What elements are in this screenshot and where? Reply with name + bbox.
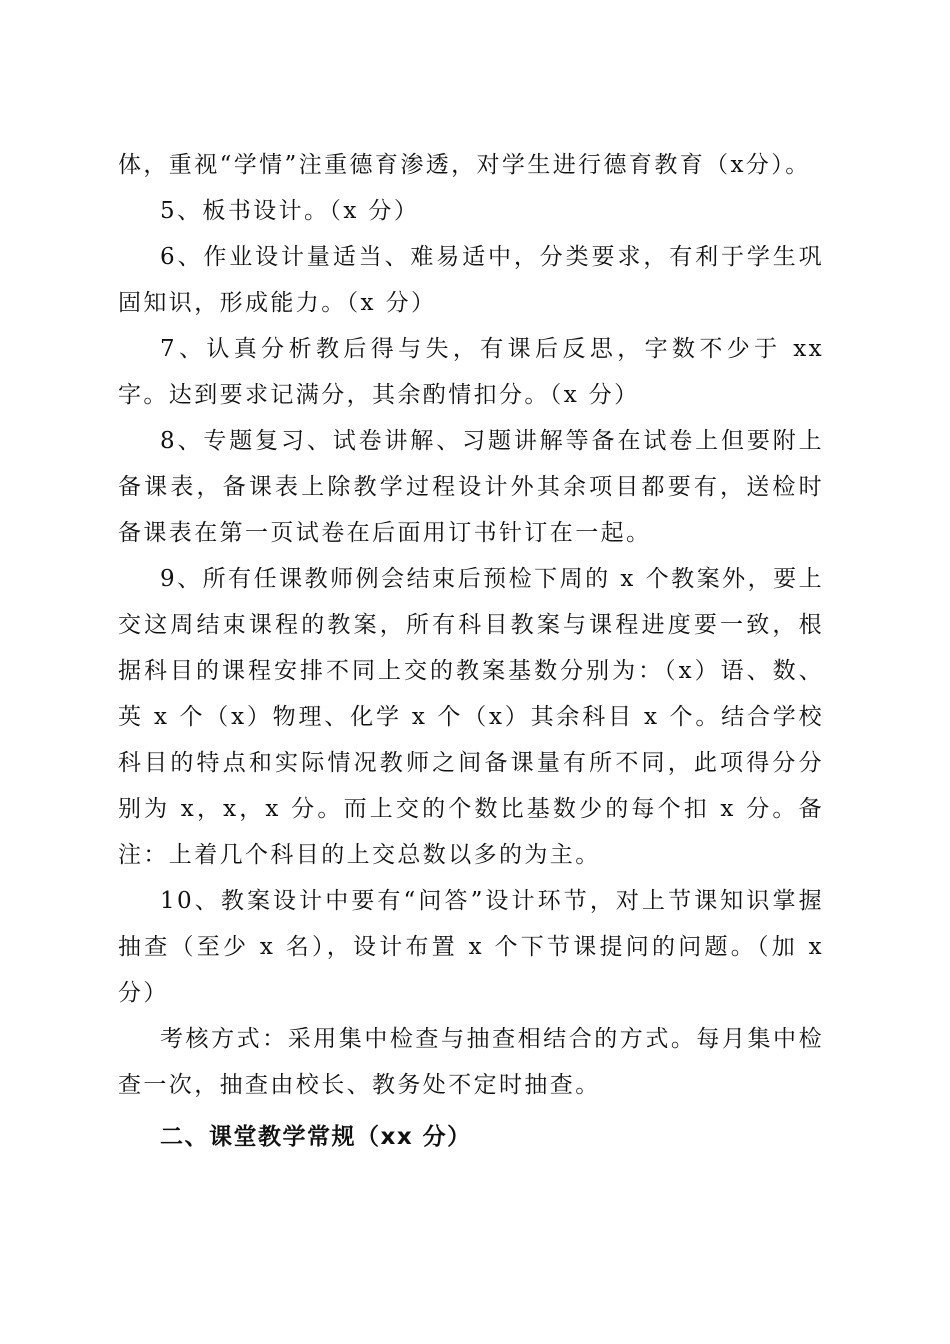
paragraph-assessment-method: 考核方式：采用集中检查与抽查相结合的方式。每月集中检查一次，抽查由校长、教务处不定时抽查。 (118, 1026, 824, 1098)
paragraph-item-6: 6、作业设计量适当、难易适中，分类要求，有利于学生巩固知识，形成能力。（x 分） (118, 244, 824, 316)
paragraph-item-7: 7、认真分析教后得与失，有课后反思，字数不少于 xx 字。达到要求记满分，其余酌情扣分。（x 分） (118, 336, 824, 408)
paragraph-item-8: 8、专题复习、试卷讲解、习题讲解等备在试卷上但要附上备课表，备课表上除教学过程设计外其余项目都要有，送检时备课表在第一页试卷在后面用订书针订在一起。 (118, 428, 824, 546)
section-heading: 二、课堂教学常规（xx 分） (160, 1124, 472, 1150)
paragraph-continuation: 体，重视“学情”注重德育渗透，对学生进行德育教育（x分）。 (118, 152, 811, 178)
document-body (118, 142, 824, 1160)
paragraph-item-9: 9、所有任课教师例会结束后预检下周的 x 个教案外，要上交这周结束课程的教案，所有科目教案与课程进度要一致，根据科目的课程安排不同上交的教案基数分别为：（x）语、数、英 x 个（x）物理、化学 x 个（x）其余科目 x 个。结合学校科目的特点和实际情况教师之间备课量有所不同，此项得分分别为 x，x，x 分。而上交的个数比基数少的每个扣 x 分。备注：上着几个科目的上交总数以多的为主。 (118, 566, 824, 868)
paragraph-item-10: 10、教案设计中要有“问答”设计环节，对上节课知识掌握抽查（至少 x 名），设计布置 x 个下节课提问的问题。（加 x分） (118, 888, 824, 1006)
paragraph-item-5: 5、板书设计。（x 分） (160, 198, 420, 224)
